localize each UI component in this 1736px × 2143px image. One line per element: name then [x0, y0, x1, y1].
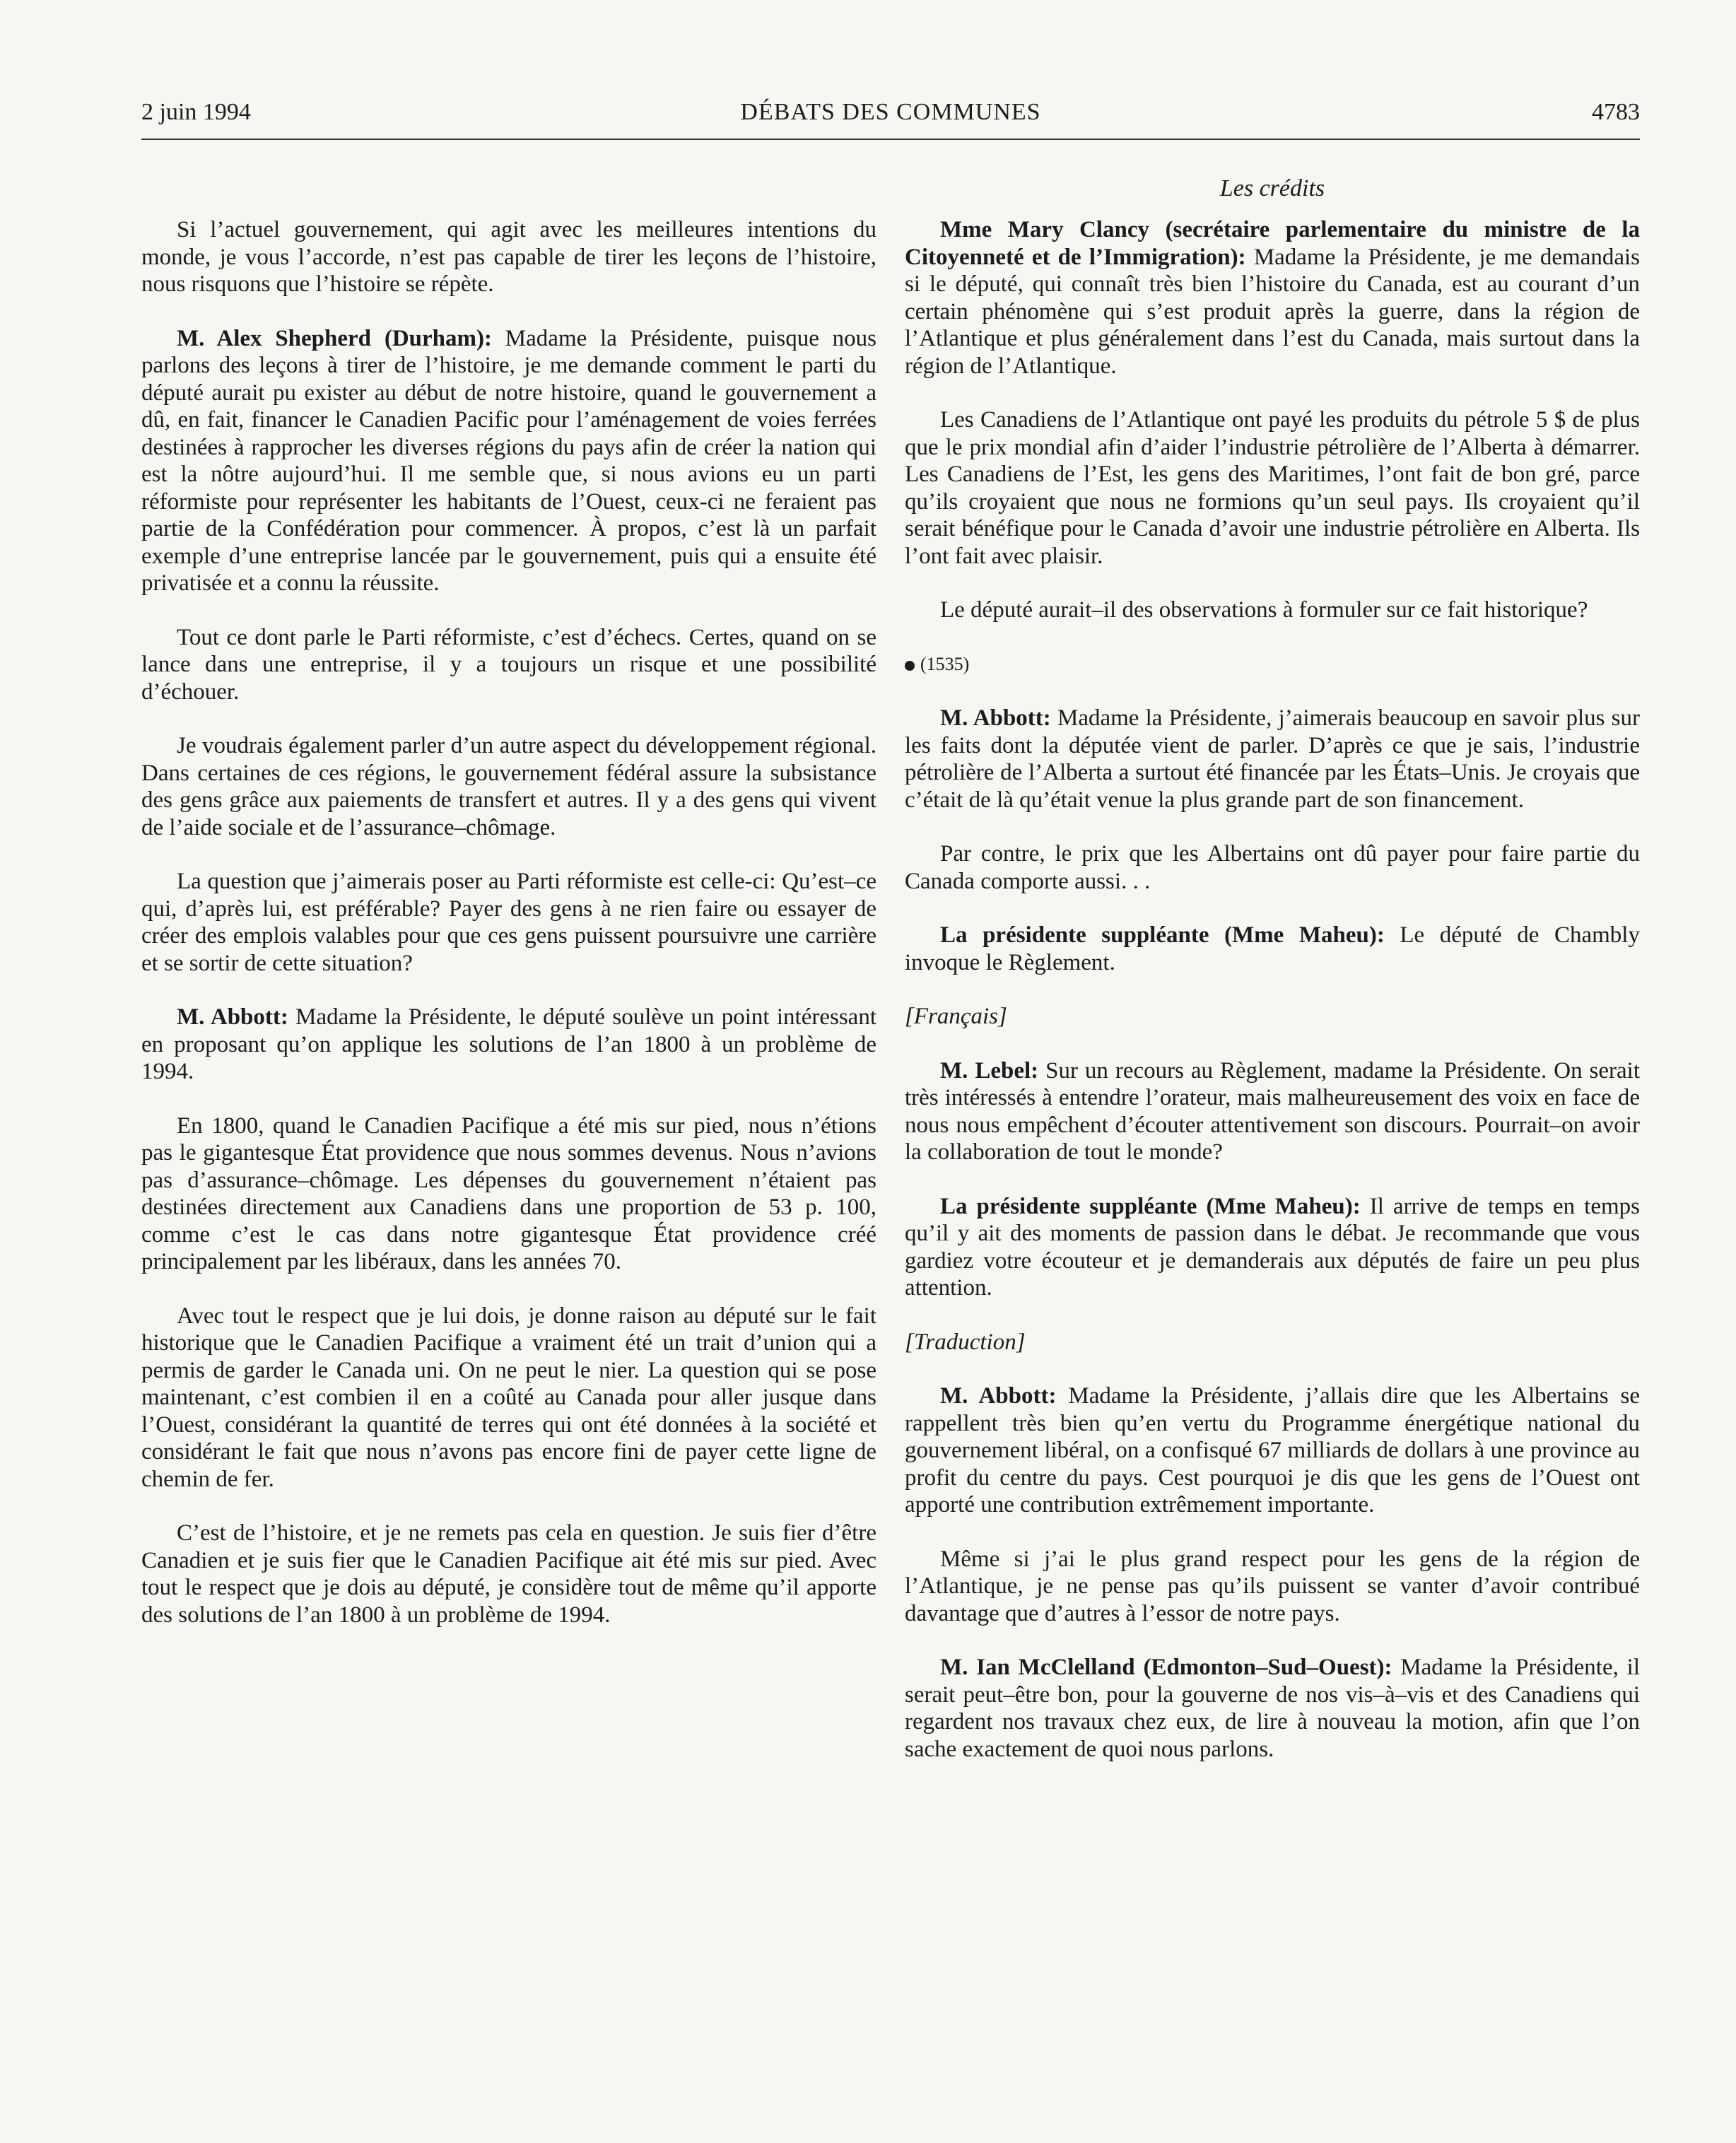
language-tag: [Traduction]: [905, 1329, 1026, 1355]
header-title: DÉBATS DES COMMUNES: [740, 99, 1041, 125]
speaker-name: M. Ian McClelland (Edmonton–Sud–Ouest):: [940, 1655, 1392, 1680]
paragraph-text: Madame la Présidente, je me demandais si le député, qui connaît très bien l’histoire du Canada, est au courant d’un certain phénomène qui s’est produit après la guerre, dans la région de l’Atlantique et plus généralement dans l’est du Canada, mais surtout dans la région de l’Atlantique.: [905, 244, 1641, 379]
page-header: [141, 99, 1640, 139]
paragraph: [905, 840, 1640, 895]
paragraph: [905, 922, 1640, 976]
paragraph: [141, 868, 876, 977]
paragraph-text: Il arrive de temps en temps qu’il y ait des moments de passion dans le débat. Je recommande que vous gardiez votre écouteur et je demanderais aux députés de faire un peu plus attention.: [905, 1193, 1640, 1301]
paragraph: [905, 597, 1640, 624]
paragraph-text: Tout ce dont parle le Parti réformiste, c’est d’échecs. Certes, quand on se lance dans une entreprise, il y a toujours un risque et une possibilité d’échouer.: [141, 624, 876, 705]
paragraph-text: Madame la Présidente, puisque nous parlons des leçons à tirer de l’histoire, je me demande comment le parti du député aurait pu exister au début de notre histoire, quand le gouvernement a dû, en fait, financer le Canadien Pacific pour l’aménagement de voies ferrées destinées à rapprocher les diverses régions du pays afin de créer la nation qui est la nôtre aujourd’hui. Il me semble que, si nous avions eu un parti réformiste pour représenter les habitants de l’Ouest, ceux-ci ne feraient pas partie de la Confédération pour commencer. À propos, c’est là un parfait exemple d’une entreprise lancée par le gouvernement, puis qui a ensuite été privatisée et a connu la réussite.: [141, 325, 877, 596]
paragraph: [905, 216, 1640, 380]
speaker-name: M. Alex Shepherd (Durham):: [177, 325, 492, 351]
speaker-name: M. Abbott:: [940, 705, 1051, 731]
paragraph-text: Avec tout le respect que je lui dois, je donne raison au député sur le fait historique que le Canadien Pacifique a vraiment été un trait d’union qui a permis de garder le Canada uni. On ne peut le nier. La question qui se pose maintenant, c’est combien il en a coûté au Canada pour aller jusque dans l’Ouest, considérant la quantité de terres qui ont été données à la société et considérant le fait que nous n’avons pas encore fini de payer cette ligne de chemin de fer.: [141, 1303, 876, 1492]
paragraph: [141, 624, 876, 706]
paragraph: [141, 1303, 876, 1493]
paragraph: [141, 216, 876, 298]
paragraph-text: Sur un recours au Règlement, madame la Présidente. On serait très intéressés à entendre l’orateur, mais malheureusement des voix en face de nous nous empêchent d’écouter attentivement son discours. Pourrait–on avoir la collaboration de tout le monde?: [905, 1057, 1640, 1165]
paragraph: [905, 406, 1640, 570]
paragraph: [141, 732, 876, 841]
running-head: Les crédits: [1219, 175, 1325, 201]
bullet-icon: [905, 661, 915, 671]
left-column: [141, 216, 876, 1655]
header-rule: [141, 139, 1640, 140]
paragraph: [141, 1112, 876, 1276]
paragraph: [141, 325, 876, 597]
paragraph-text: Par contre, le prix que les Albertains ont dû payer pour faire partie du Canada comporte aussi. . .: [905, 841, 1640, 894]
speaker-name: La présidente suppléante (Mme Maheu):: [940, 922, 1385, 948]
speaker-name: La présidente suppléante (Mme Maheu):: [940, 1193, 1361, 1219]
paragraph-text: Madame la Présidente, le député soulève un point intéressant en proposant qu’on applique les solutions de l’an 1800 à un problème de 1994.: [141, 1004, 876, 1084]
right-column: [905, 216, 1640, 1790]
paragraph-text: Le député aurait–il des observations à formuler sur ce fait historique?: [940, 597, 1588, 623]
speaker-name: M. Lebel:: [940, 1057, 1039, 1084]
paragraph-text: Je voudrais également parler d’un autre aspect du développement régional. Dans certaines de ces régions, le gouvernement fédéral assure la subsistance des gens grâce aux paiements de transfert et autres. Il y a des gens qui vivent de l’aide sociale et de l’assurance–chômage.: [141, 733, 876, 840]
speaker-name: M. Abbott:: [177, 1004, 288, 1030]
paragraph: [141, 1520, 876, 1628]
paragraph-text: Madame la Présidente, j’aimerais beaucoup en savoir plus sur les faits dont la députée vient de parler. D’après ce que je sais, l’industrie pétrolière de l’Alberta a surtout été financée par les États–Unis. Je croyais que c’était de là qu’était venue la plus grande part de son financement.: [905, 705, 1640, 813]
paragraph: [141, 1004, 876, 1086]
speaker-name: M. Abbott:: [940, 1383, 1057, 1409]
paragraph-text: Le député de Chambly invoque le Règlement.: [905, 922, 1640, 975]
speaker-name: Mme Mary Clancy (secrétaire parlementaire du ministre de la Citoyenneté et de l’Immigration):: [905, 217, 1640, 270]
paragraph: [905, 1654, 1640, 1763]
paragraph: [905, 1546, 1640, 1628]
paragraph: [905, 1057, 1640, 1166]
paragraph-text: Même si j’ai le plus grand respect pour les gens de la région de l’Atlantique, je ne pense pas qu’ils puissent se vanter d’avoir contribué davantage que d’autres à l’essor de notre pays.: [905, 1546, 1640, 1626]
paragraph: [905, 1193, 1640, 1302]
paragraph-text: La question que j’aimerais poser au Parti réformiste est celle-ci: Qu’est–ce qui, d’après lui, est préférable? Payer des gens à ne rien faire ou essayer de créer des emplois valables pour que ces gens puissent poursuivre une carrière et se sortir de cette situation?: [141, 869, 876, 976]
paragraph-text: Les Canadiens de l’Atlantique ont payé les produits du pétrole 5 $ de plus que le prix mondial afin d’aider l’industrie pétrolière de l’Alberta à démarrer. Les Canadiens de l’Est, les gens des Maritimes, l’ont fait de bon gré, parce qu’ils croyaient que nous ne formions qu’un seul pays. Ils croyaient qu’il serait bénéfique pour le Canada d’avoir une industrie pétrolière en Alberta. Ils l’ont fait avec plaisir.: [905, 407, 1640, 569]
paragraph-text: En 1800, quand le Canadien Pacifique a été mis sur pied, nous n’étions pas le gigantesque État providence que nous sommes devenus. Nous n’avions pas d’assurance–chômage. Les dépenses du gouvernement n’étaient pas destinées directement aux Canadiens dans une proportion de 53 p. 100, comme c’est le cas dans notre gigantesque État providence créé principalement par les libéraux, dans les années 70.: [141, 1112, 876, 1274]
paragraph-text: Madame la Présidente, il serait peut–être bon, pour la gouverne de nos vis–à–vis et des Canadiens qui regardent nos travaux chez eux, de lire à nouveau la motion, afin que l’on sache exactement de quoi nous parlons.: [905, 1655, 1640, 1762]
paragraph-text: Madame la Présidente, j’allais dire que les Albertains se rappellent très bien qu’en vertu du Programme énergétique national du gouvernement libéral, on a confisqué 67 milliards de dollars à une province au profit du centre du pays. Cest pourquoi je dis que les gens de l’Ouest ont apporté une contribution extrêmement importante.: [905, 1383, 1640, 1517]
paragraph-text: Si l’actuel gouvernement, qui agit avec les meilleures intentions du monde, je vous l’accorde, n’est pas capable de tirer les leçons de l’histoire, nous risquons que l’histoire se répète.: [141, 217, 876, 297]
timestamp-text: (1535): [920, 653, 970, 674]
paragraph: [905, 705, 1640, 814]
language-tag: [Français]: [905, 1004, 1007, 1029]
header-date: 2 juin 1994: [141, 99, 251, 125]
page-number: 4783: [1592, 99, 1640, 125]
paragraph: [905, 1382, 1640, 1519]
paragraph-text: C’est de l’histoire, et je ne remets pas cela en question. Je suis fier d’être Canadien et je suis fier que le Canadien Pacifique ait été mis sur pied. Avec tout le respect que je dois au député, je considère tout de même qu’il apporte des solutions de l’an 1800 à un problème de 1994.: [141, 1520, 876, 1628]
timestamp: [905, 651, 1640, 679]
